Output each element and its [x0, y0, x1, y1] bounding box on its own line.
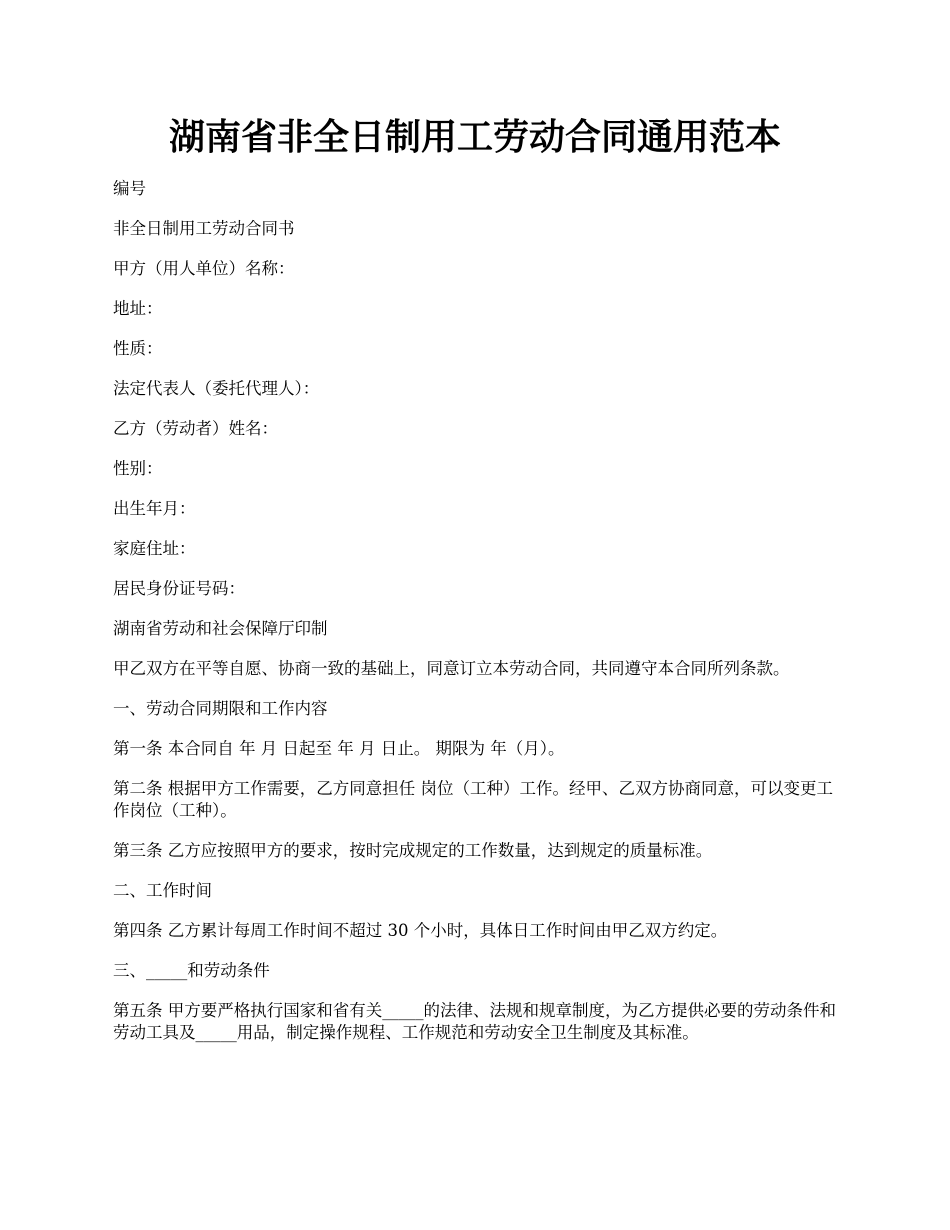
document-body [113, 178, 838, 1062]
paragraph-home-address: 家庭住址： [113, 539, 196, 558]
paragraph-birth-date: 出生年月： [113, 499, 196, 518]
paragraph-legal-representative: 法定代表人（委托代理人）： [113, 379, 320, 398]
article-5: 第五条 甲方要严格执行国家和省有关_____的法律、法规和规章制度，为乙方提供必要的劳动条件和劳动工具及_____用品，制定操作规程、工作规范和劳动安全卫生制度及其标准。 [113, 1001, 836, 1042]
paragraph-printed-by: 湖南省劳动和社会保障厅印制 [113, 619, 328, 638]
paragraph-preamble: 甲乙双方在平等自愿、协商一致的基础上，同意订立本劳动合同，共同遵守本合同所列条款。 [113, 659, 790, 678]
section-heading-labor-conditions: 三、_____和劳动条件 [113, 961, 270, 980]
article-4: 第四条 乙方累计每周工作时间不超过 30 个小时，具体日工作时间由甲乙双方约定。 [113, 921, 728, 940]
paragraph-serial-number: 编号 [113, 179, 146, 198]
paragraph-party-b-name: 乙方（劳动者）姓名： [113, 419, 278, 438]
paragraph-id-number: 居民身份证号码： [113, 579, 245, 598]
section-heading-working-hours: 二、工作时间 [113, 881, 212, 900]
paragraph-nature: 性质： [113, 339, 163, 358]
article-3: 第三条 乙方应按照甲方的要求，按时完成规定的工作数量，达到规定的质量标准。 [113, 841, 713, 860]
paragraph-contract-heading: 非全日制用工劳动合同书 [113, 219, 295, 238]
paragraph-gender: 性别： [113, 459, 163, 478]
article-1: 第一条 本合同自 年 月 日起至 年 月 日止。 期限为 年（月）。 [113, 739, 565, 758]
section-heading-term-and-work: 一、劳动合同期限和工作内容 [113, 699, 328, 718]
article-2: 第二条 根据甲方工作需要，乙方同意担任 岗位（工种）工作。经甲、乙双方协商同意，可以变更工作岗位（工种）。 [113, 779, 833, 820]
paragraph-address: 地址： [113, 299, 163, 318]
document-title: 湖南省非全日制用工劳动合同通用范本 [168, 116, 781, 158]
paragraph-party-a-name: 甲方（用人单位）名称： [113, 259, 295, 278]
